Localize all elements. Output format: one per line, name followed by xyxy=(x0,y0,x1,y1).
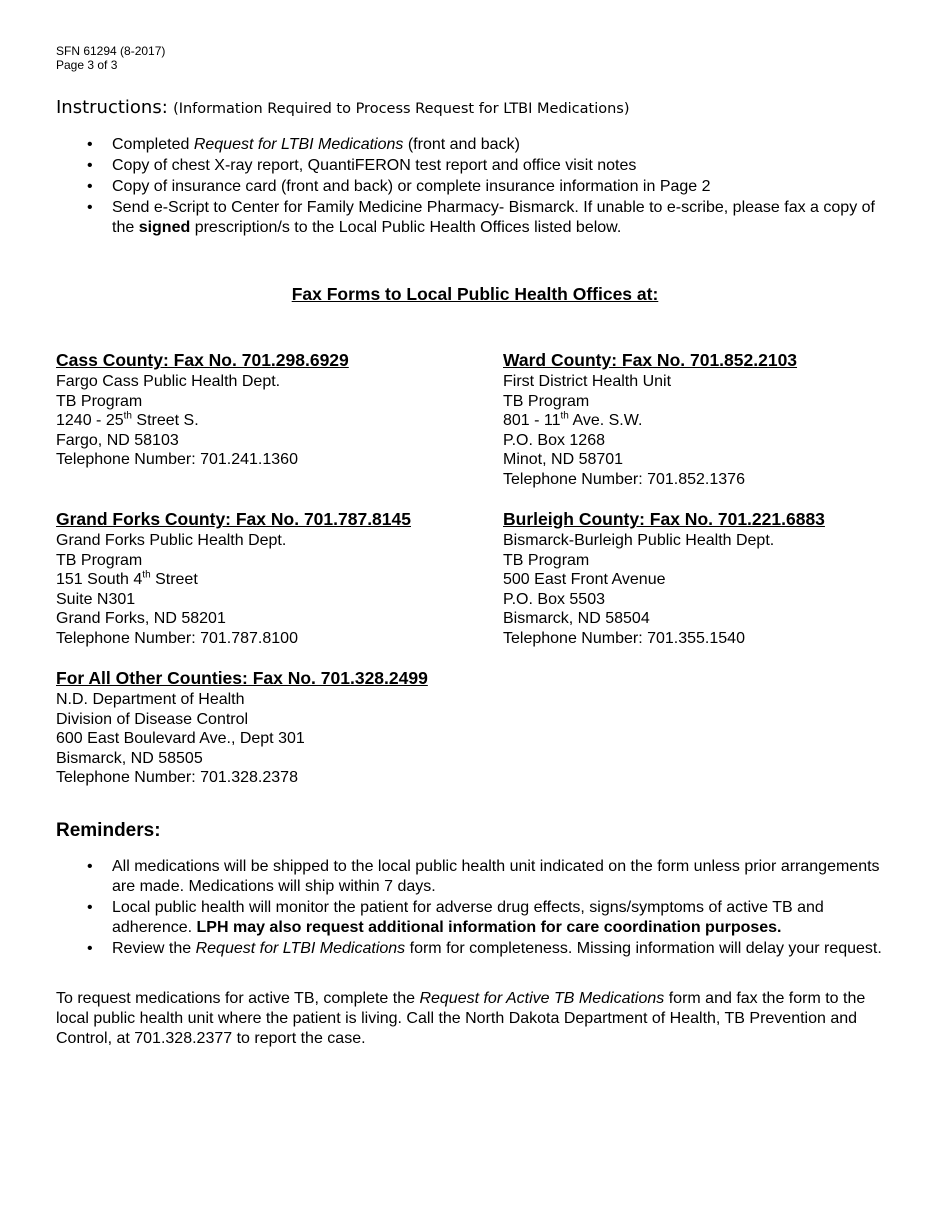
office-cass-county xyxy=(56,350,349,470)
office-division: Division of Disease Control xyxy=(56,710,249,728)
fax-section-title: Fax Forms to Local Public Health Offices at: xyxy=(291,284,659,304)
office-title: Burleigh County: Fax No. 701.221.6883 xyxy=(503,509,825,529)
office-street: 1240 - 25th Street S. xyxy=(56,410,199,430)
office-program: TB Program xyxy=(503,392,590,410)
office-street: 500 East Front Avenue xyxy=(503,571,666,589)
list-item: • Send e-Script to Center for Family Medicine Pharmacy- Bismarck. If unable to e-scribe, please fax a copy of the signed prescription/s to the Local Public Health Offices listed below. xyxy=(56,198,896,238)
office-city: Minot, ND 58701 xyxy=(503,451,624,469)
office-program: TB Program xyxy=(503,551,590,569)
office-po-box: P.O. Box 5503 xyxy=(503,590,605,608)
office-phone: Telephone Number: 701.355.1540 xyxy=(503,629,745,647)
office-grand-forks-county xyxy=(56,509,411,649)
form-number: SFN 61294 (8-2017) xyxy=(56,44,166,58)
office-street: 600 East Boulevard Ave., Dept 301 xyxy=(56,730,305,748)
office-title: Cass County: Fax No. 701.298.6929 xyxy=(56,350,349,370)
office-burleigh-county xyxy=(503,509,825,649)
instructions-subtitle: (Information Required to Process Request for LTBI Medications) xyxy=(173,101,630,117)
office-suite: Suite N301 xyxy=(56,590,136,608)
office-title: Grand Forks County: Fax No. 701.787.8145 xyxy=(56,509,411,529)
office-street: 151 South 4th Street xyxy=(56,569,198,589)
office-title: For All Other Counties: Fax No. 701.328.2499 xyxy=(56,668,428,688)
office-city: Bismarck, ND 58504 xyxy=(503,610,650,628)
closing-paragraph: To request medications for active TB, complete the Request for Active TB Medications form and fax the form to the local public health unit where the patient is living. Call the North Dakota Department of Health, TB Prevention and Control, at 701.328.2377 to report the case. xyxy=(56,990,866,1047)
list-item: • All medications will be shipped to the local public health unit indicated on the form unless prior arrangements are made. Medications will ship within 7 days. xyxy=(56,857,896,897)
office-phone: Telephone Number: 701.328.2378 xyxy=(56,769,298,787)
office-city: Fargo, ND 58103 xyxy=(56,431,179,449)
list-item: • Copy of insurance card (front and back) or complete insurance information in Page 2 xyxy=(56,177,896,197)
office-program: TB Program xyxy=(56,551,143,569)
list-item: • Local public health will monitor the patient for adverse drug effects, signs/symptoms of active TB and adherence. LPH may also request additional information for care coordination purposes. xyxy=(56,898,896,938)
office-name: First District Health Unit xyxy=(503,373,672,390)
office-name: Fargo Cass Public Health Dept. xyxy=(56,373,281,390)
office-city: Grand Forks, ND 58201 xyxy=(56,610,226,628)
office-city: Bismarck, ND 58505 xyxy=(56,749,203,767)
instructions-heading xyxy=(56,97,630,120)
office-po-box: P.O. Box 1268 xyxy=(503,431,605,449)
office-program: TB Program xyxy=(56,392,143,410)
office-name: Grand Forks Public Health Dept. xyxy=(56,532,287,549)
office-ward-county xyxy=(503,350,797,490)
office-phone: Telephone Number: 701.787.8100 xyxy=(56,629,298,647)
page-indicator: Page 3 of 3 xyxy=(56,58,118,72)
form-id-block xyxy=(56,44,165,72)
list-item: • Copy of chest X-ray report, QuantiFERON test report and office visit notes xyxy=(56,156,896,176)
office-name: N.D. Department of Health xyxy=(56,691,245,708)
reminders-heading: Reminders: xyxy=(56,820,161,841)
office-phone: Telephone Number: 701.241.1360 xyxy=(56,451,298,469)
office-name: Bismarck-Burleigh Public Health Dept. xyxy=(503,532,775,549)
list-item: • Completed Request for LTBI Medications (front and back) xyxy=(56,135,896,155)
office-all-other-counties xyxy=(56,668,428,788)
instructions-list xyxy=(56,135,896,239)
instructions-title: Instructions: xyxy=(56,97,168,118)
list-item: • Review the Request for LTBI Medications form for completeness. Missing information will delay your request. xyxy=(56,939,896,959)
office-title: Ward County: Fax No. 701.852.2103 xyxy=(503,350,798,370)
reminders-list xyxy=(56,857,896,960)
office-street: 801 - 11th Ave. S.W. xyxy=(503,410,643,430)
office-phone: Telephone Number: 701.852.1376 xyxy=(503,470,745,488)
